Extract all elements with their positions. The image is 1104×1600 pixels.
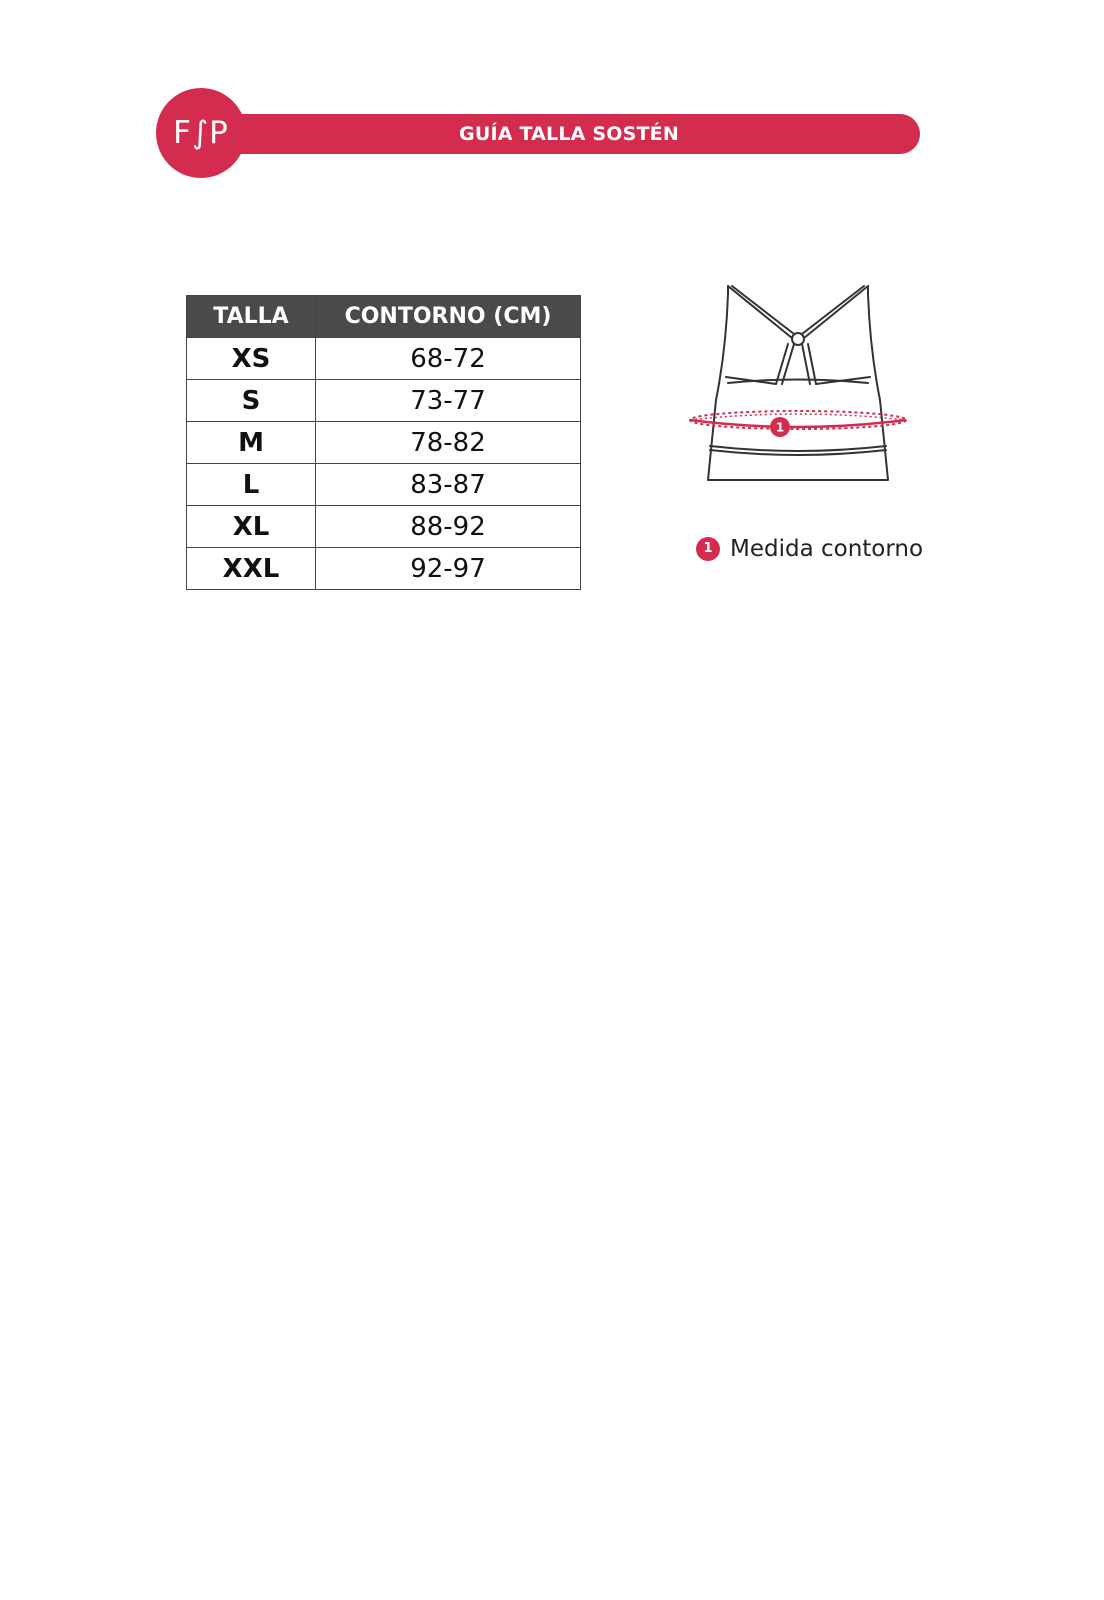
page-title: GUÍA TALLA SOSTÉN (459, 123, 679, 145)
legend (696, 534, 923, 564)
size-cell: M (187, 422, 316, 464)
contour-cell: 68-72 (316, 338, 581, 380)
size-cell: S (187, 380, 316, 422)
table-row (187, 422, 581, 464)
table-row (187, 338, 581, 380)
contour-cell: 78-82 (316, 422, 581, 464)
size-cell: XL (187, 506, 316, 548)
table-row (187, 380, 581, 422)
sports-bra-icon (688, 280, 928, 505)
table-row (187, 548, 581, 590)
table-row (187, 464, 581, 506)
illustration-marker: 1 (775, 420, 785, 435)
legend-label: Medida contorno (730, 536, 924, 562)
brand-logo-text: F∫P (173, 115, 229, 151)
size-cell: L (187, 464, 316, 506)
table-row (187, 506, 581, 548)
contour-cell: 88-92 (316, 506, 581, 548)
contour-cell: 73-77 (316, 380, 581, 422)
column-header-size: TALLA (187, 296, 316, 338)
legend-number-badge: 1 (696, 537, 720, 561)
table-header-row (187, 296, 581, 338)
size-cell: XXL (187, 548, 316, 590)
contour-cell: 83-87 (316, 464, 581, 506)
size-cell: XS (187, 338, 316, 380)
contour-cell: 92-97 (316, 548, 581, 590)
size-table (186, 295, 581, 590)
column-header-contour: CONTORNO (CM) (316, 296, 581, 338)
